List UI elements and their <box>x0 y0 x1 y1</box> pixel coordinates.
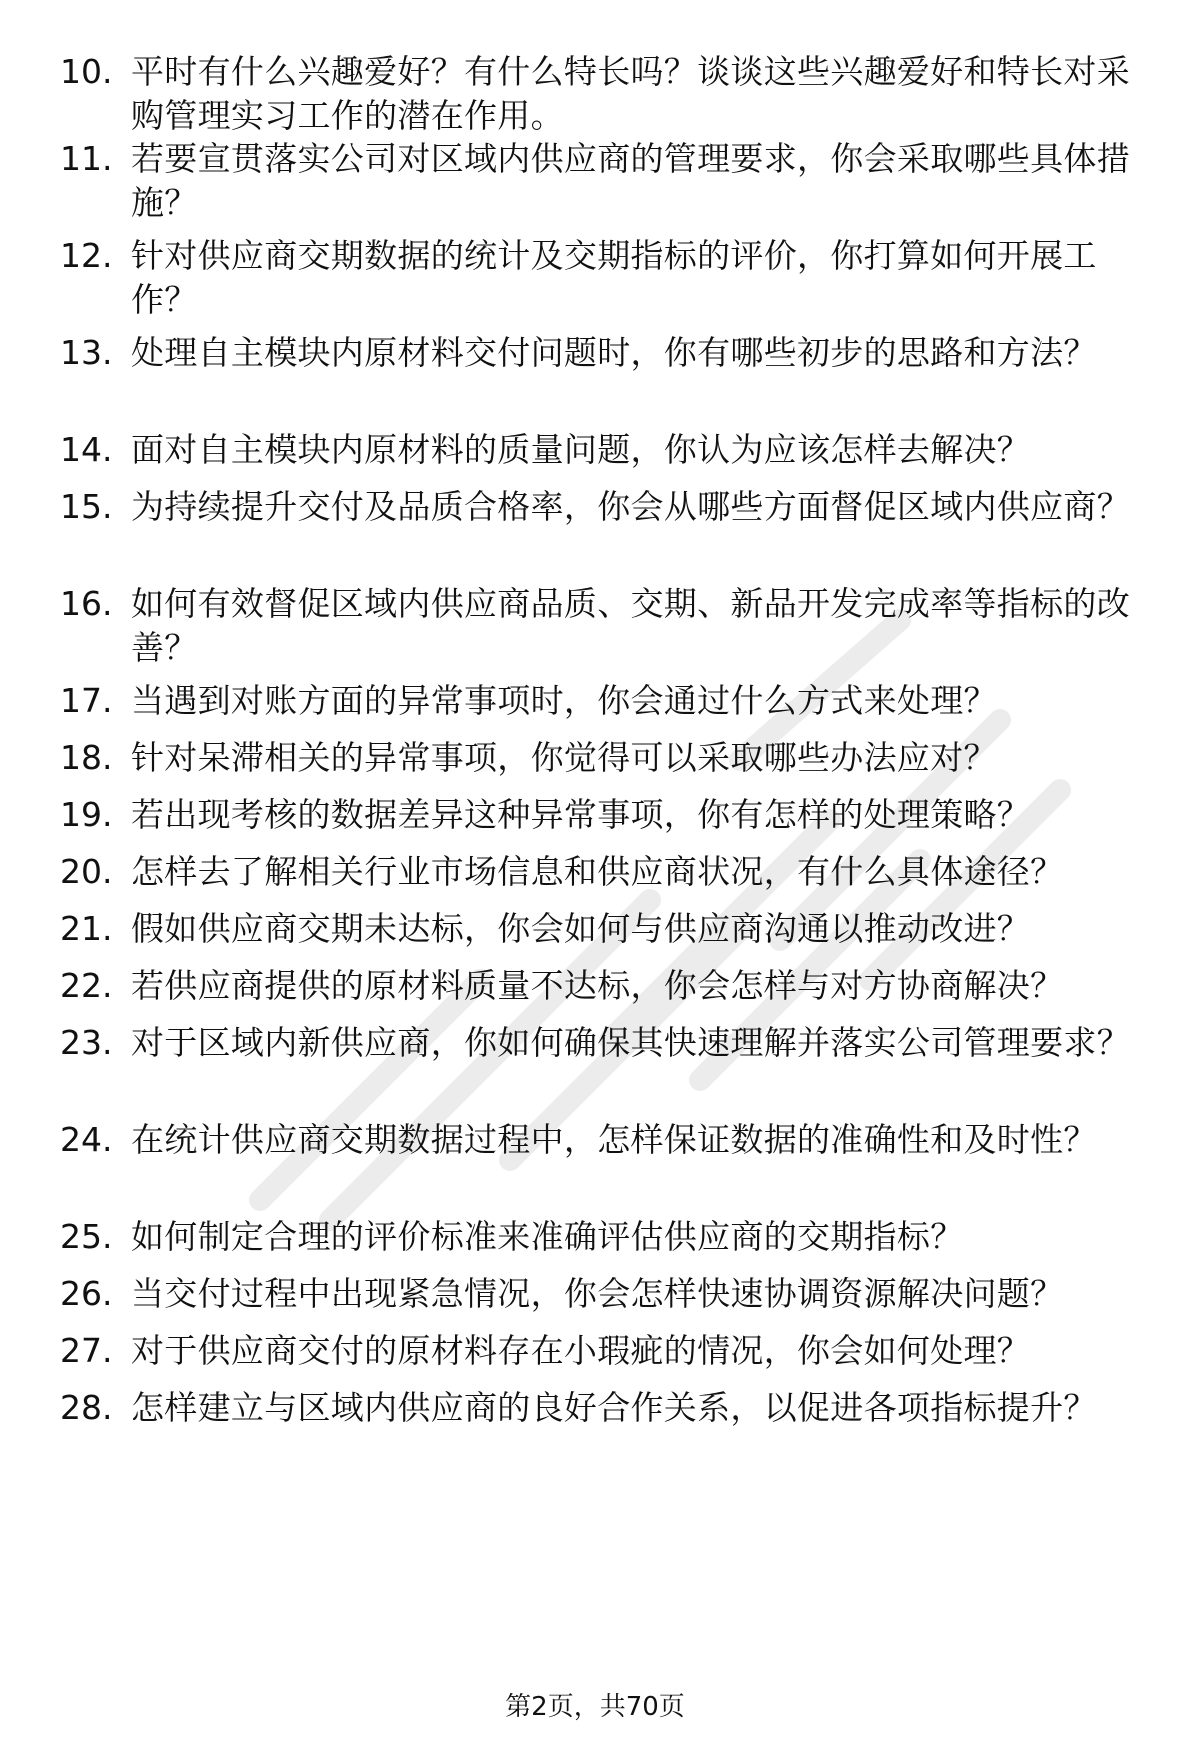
question-number: 26. <box>60 1274 113 1313</box>
question-text: 为持续提升交付及品质合格率，你会从哪些方面督促区域内供应商？ <box>131 487 1130 526</box>
question-number: 16. <box>60 584 113 623</box>
question-text: 处理自主模块内原材料交付问题时，你有哪些初步的思路和方法？ <box>131 333 1097 372</box>
question-number: 22. <box>60 966 113 1005</box>
page-number-label: 第2页，共70页 <box>505 1692 685 1722</box>
question-text: 针对呆滞相关的异常事项，你觉得可以采取哪些办法应对？ <box>131 738 997 777</box>
question-text: 如何制定合理的评价标准来准确评估供应商的交期指标？ <box>131 1217 964 1256</box>
question-text: 假如供应商交期未达标，你会如何与供应商沟通以推动改进？ <box>131 909 1031 948</box>
question-text: 怎样去了解相关行业市场信息和供应商状况，有什么具体途径？ <box>131 852 1064 891</box>
question-number: 24. <box>60 1120 113 1159</box>
question-text: 对于区域内新供应商，你如何确保其快速理解并落实公司管理要求？ <box>131 1023 1130 1062</box>
question-number: 13. <box>60 333 113 372</box>
question-text: 如何有效督促区域内供应商品质、交期、新品开发完成率等指标的改善？ <box>131 584 1130 667</box>
question-text: 若供应商提供的原材料质量不达标，你会怎样与对方协商解决？ <box>131 966 1064 1005</box>
question-text: 当交付过程中出现紧急情况，你会怎样快速协调资源解决问题？ <box>131 1274 1064 1313</box>
question-text: 当遇到对账方面的异常事项时，你会通过什么方式来处理？ <box>131 681 997 720</box>
question-text: 平时有什么兴趣爱好？有什么特长吗？谈谈这些兴趣爱好和特长对采购管理实习工作的潜在作用。 <box>131 52 1130 135</box>
question-number: 15. <box>60 487 113 526</box>
question-number: 17. <box>60 681 113 720</box>
question-text: 若出现考核的数据差异这种异常事项，你有怎样的处理策略？ <box>131 795 1031 834</box>
page-footer <box>0 1690 1190 1724</box>
question-text: 若要宣贯落实公司对区域内供应商的管理要求，你会采取哪些具体措施？ <box>131 139 1130 222</box>
question-text: 怎样建立与区域内供应商的良好合作关系，以促进各项指标提升？ <box>131 1388 1097 1427</box>
question-number: 27. <box>60 1331 113 1370</box>
question-number: 18. <box>60 738 113 777</box>
question-number: 12. <box>60 236 113 275</box>
question-number: 11. <box>60 139 113 178</box>
question-text: 针对供应商交期数据的统计及交期指标的评价，你打算如何开展工作？ <box>131 236 1097 319</box>
question-number: 28. <box>60 1388 113 1427</box>
question-number: 19. <box>60 795 113 834</box>
question-number: 10. <box>60 52 113 91</box>
question-number: 25. <box>60 1217 113 1256</box>
question-number: 23. <box>60 1023 113 1062</box>
question-text: 对于供应商交付的原材料存在小瑕疵的情况，你会如何处理？ <box>131 1331 1031 1370</box>
question-number: 14. <box>60 430 113 469</box>
question-text: 面对自主模块内原材料的质量问题，你认为应该怎样去解决？ <box>131 430 1031 469</box>
question-number: 21. <box>60 909 113 948</box>
question-text: 在统计供应商交期数据过程中，怎样保证数据的准确性和及时性？ <box>131 1120 1097 1159</box>
question-number: 20. <box>60 852 113 891</box>
